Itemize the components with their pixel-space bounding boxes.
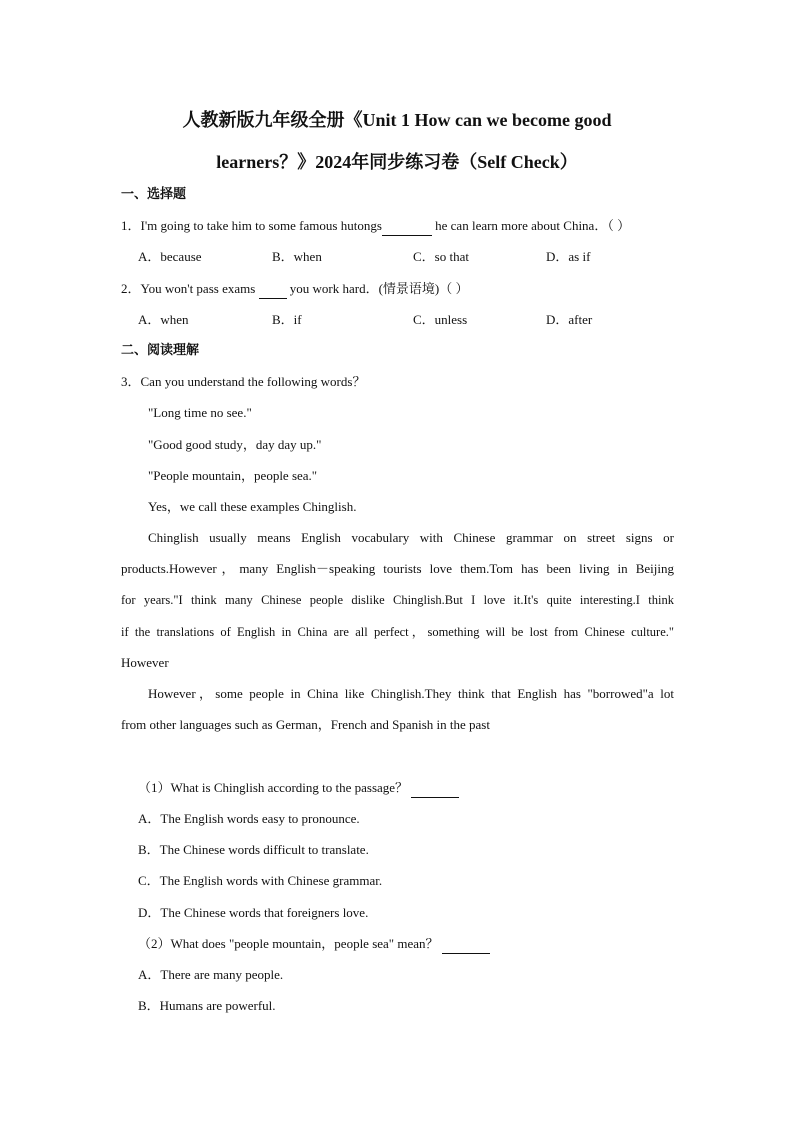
passage-line: if the translations of English in China are all perfect，something will be lost from Chinese culture." — [121, 625, 674, 639]
answer-blank — [442, 935, 490, 954]
sub-question-2 — [138, 935, 490, 954]
option-a: A．The English words easy to pronounce. — [138, 811, 360, 826]
question-3-stem: 3．Can you understand the following words？ — [121, 374, 366, 389]
page-title-line-2: learners？》2024年同步练习卷（Self Check） — [216, 152, 578, 172]
option-b: B．The Chinese words difficult to translate. — [138, 842, 369, 857]
question-2 — [121, 280, 469, 299]
option-c: C．so that — [413, 249, 469, 264]
sub-question-1 — [138, 779, 459, 798]
option-c: C．The English words with Chinese grammar. — [138, 873, 383, 888]
quote-line: "Good good study，day day up." — [148, 437, 322, 452]
question-1-prefix: 1．I'm going to take him to some famous hutongs — [121, 218, 382, 233]
passage-line: products.However，many English－speaking tourists love them.Tom has been living in Beijing — [121, 561, 674, 576]
option-b: B．Humans are powerful. — [138, 998, 276, 1013]
passage-line: However，some people in China like Chinglish.They think that English has "borrowed"a lot — [148, 686, 674, 701]
option-d: D．The Chinese words that foreigners love. — [138, 905, 369, 920]
answer-blank — [382, 217, 432, 236]
answer-blank — [259, 280, 287, 299]
question-1-suffix: he can learn more about China．（ ） — [431, 218, 631, 233]
answer-blank — [411, 779, 459, 798]
passage-line: Yes，we call these examples Chinglish. — [148, 499, 357, 514]
option-c: C．unless — [413, 312, 468, 327]
option-a: A．There are many people. — [138, 967, 284, 982]
option-a: A．because — [138, 249, 202, 264]
question-2-suffix: you work hard．(情景语境)（ ） — [286, 281, 469, 296]
quote-line: "Long time no see." — [148, 405, 252, 420]
passage-line: from other languages such as German，French and Spanish in the past — [121, 717, 490, 732]
quote-line: "People mountain，people sea." — [148, 468, 318, 483]
passage-line: for years."I think many Chinese people dislike Chinglish.But I love it.It's quite interesting.I think — [121, 593, 674, 607]
sub-question-1-stem: （1）What is Chinglish according to the passage？ — [138, 780, 412, 795]
page-title-line-1: 人教新版九年级全册《Unit 1 How can we become good — [182, 110, 612, 130]
section-heading-choice: 一、选择题 — [121, 187, 187, 202]
passage-line: Chinglish usually means English vocabulary with Chinese grammar on street signs or — [148, 530, 674, 545]
section-heading-reading: 二、阅读理解 — [121, 343, 200, 358]
question-2-prefix: 2．You won't pass exams — [121, 281, 259, 296]
option-b: B．when — [272, 249, 322, 264]
question-1 — [121, 217, 630, 236]
passage-line: However — [121, 655, 169, 670]
sub-question-2-stem: （2）What does "people mountain，people sea" mean？ — [138, 936, 442, 951]
option-a: A．when — [138, 312, 189, 327]
option-d: D．as if — [546, 249, 591, 264]
option-d: D．after — [546, 312, 593, 327]
option-b: B．if — [272, 312, 302, 327]
